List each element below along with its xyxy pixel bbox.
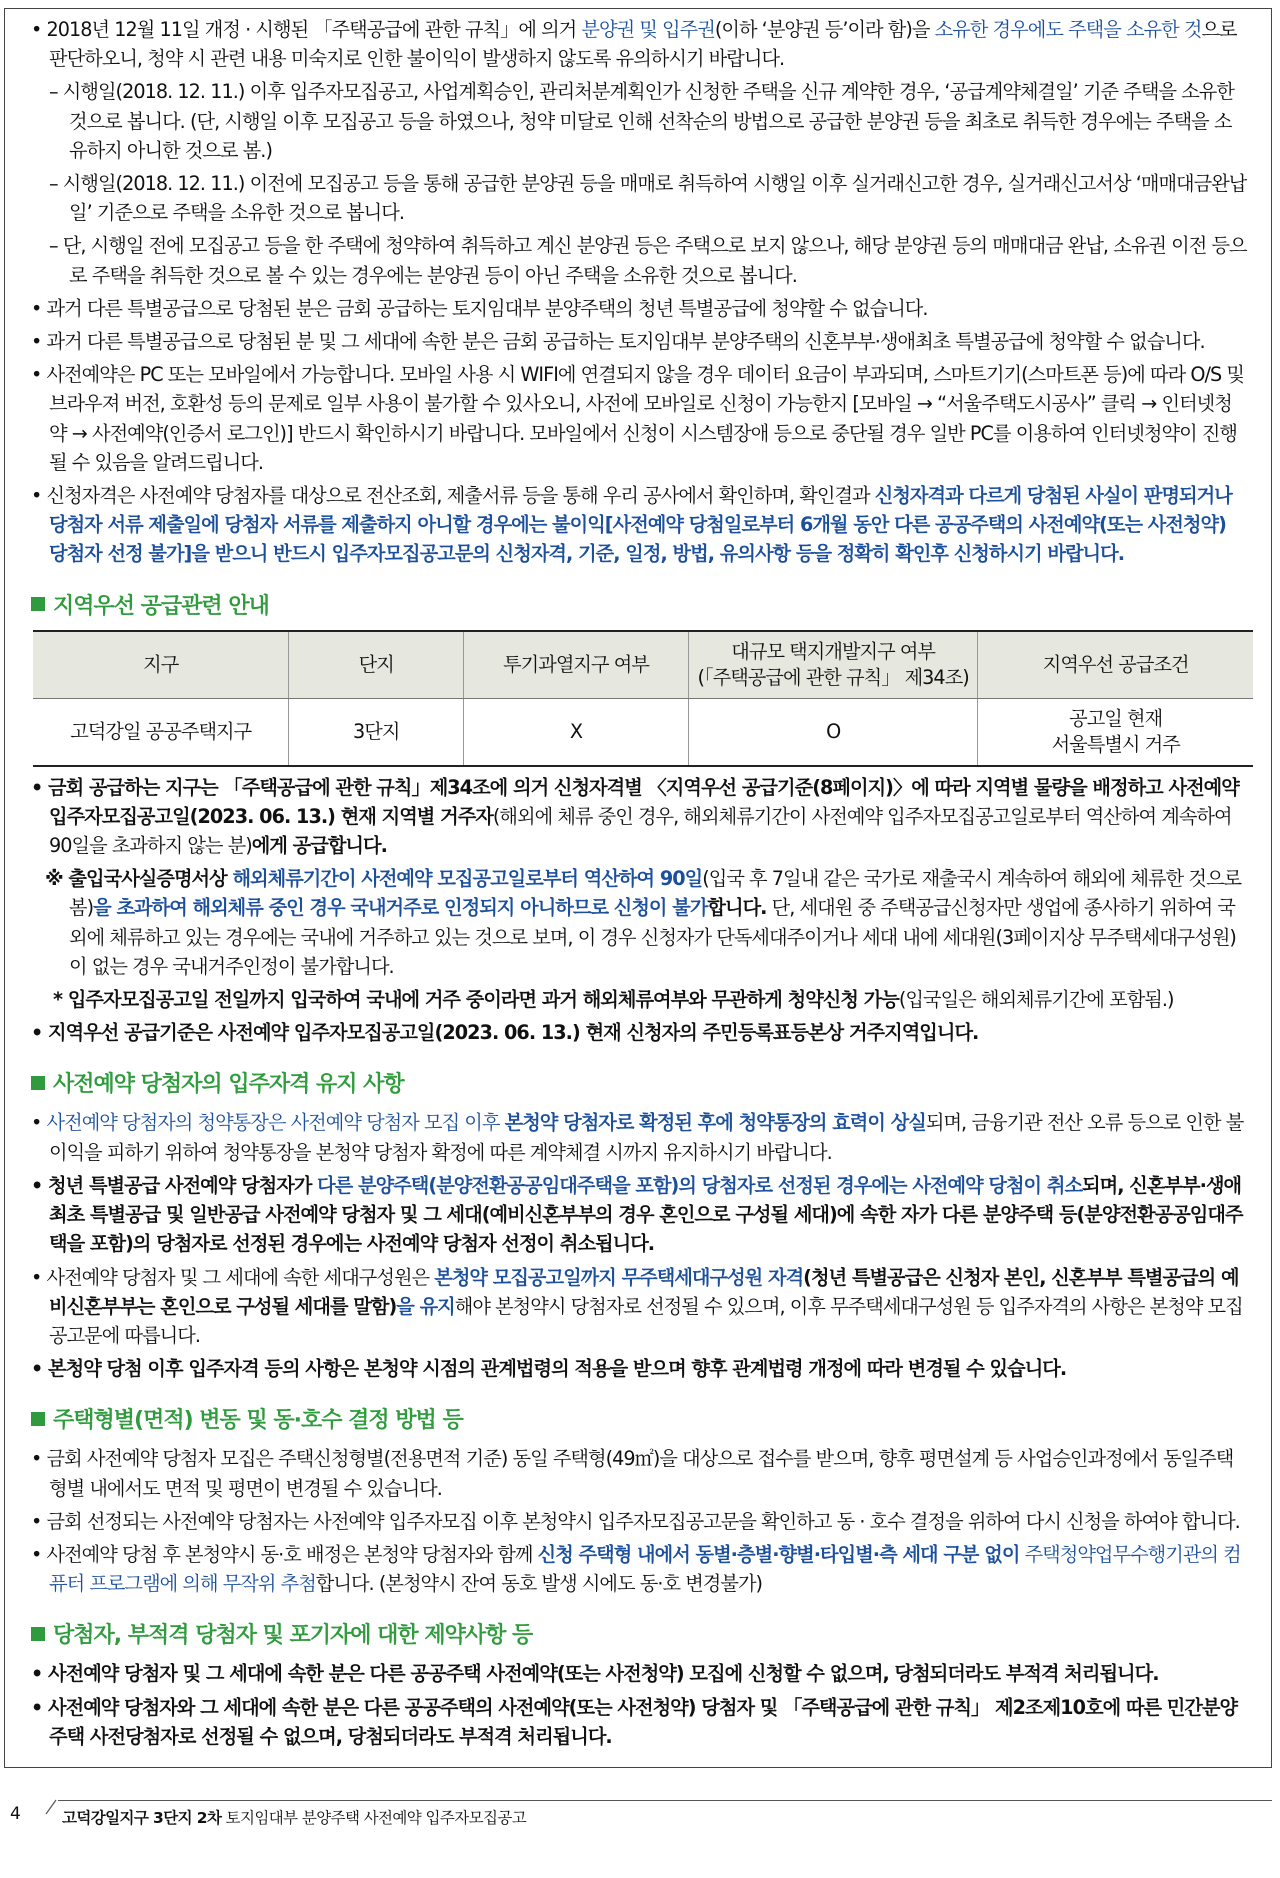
bullet-regional-criteria: • 지역우선 공급기준은 사전예약 입주자모집공고일(2023. 06. 13.) 현재 신청자의 주민등록표등본상 거주지역입니다. [31, 1021, 979, 1045]
table-row [33, 698, 1253, 766]
bullet-mobile-notice: • 사전예약은 PC 또는 모바일에서 가능합니다. 모바일 사용 시 WIFI에 연결되지 않을 경우 데이터 요금이 부과되며, 스마트기기(스마트폰 등)에 따라 O/S 및 브라우져 버전, 호환성 등의 문제로 일부 사용이 불가할 수 있사오니, 사전에 모바일로 신청이 가능한지 [모바일 → “서울주택도시공사” 클릭 → 인터넷청약 → 사전예약(인증서 로그인)] 반드시 확인하시기 바랍니다. 모바일에서 신청이 시스템장애 등으로 중단될 경우 일반 PC를 이용하여 인터넷청약이 진행될 수 있음을 알려드립니다. [31, 363, 1244, 474]
table-header-cell: 대규모 택지개발지구 여부 (「주택공급에 관한 규칙」 제34조) [688, 631, 977, 699]
footer-divider [58, 1800, 1272, 1801]
asterisk-note: * 입주자모집공고일 전일까지 입국하여 국내에 거주 중이라면 과거 해외체류여부와 무관하게 청약신청 가능(입국일은 해외체류기간에 포함됨.) [53, 988, 1174, 1012]
restriction-notes [31, 1659, 1247, 1751]
bullet-eligibility-check: • 신청자격은 사전예약 당첨자를 대상으로 전산조회, 제출서류 등을 통해 우리 공사에서 확인하며, 확인결과 신청자격과 다르게 당첨된 사실이 판명되거나 당첨자 서류 제출일에 당첨자 서류를 제출하지 아니할 경우에는 불이익[사전예약 당첨일로부터 6개월 동안 다른 공공주택의 사전예약(또는 사전청약) 당첨자 선정 불가]을 받으니 반드시 입주자모집공고문의 신청자격, 기준, 일정, 방법, 유의사항 등을 정확히 확인후 신청하시기 바랍니다. [31, 484, 1232, 566]
section-heading-eligibility: 사전예약 당첨자의 입주자격 유지 사항 [31, 1067, 1247, 1098]
table-header-cell: 투기과열지구 여부 [464, 631, 689, 699]
section-heading-restrictions: 당첨자, 부적격 당첨자 및 포기자에 대한 제약사항 등 [31, 1618, 1247, 1649]
bullet-cancellation: • 청년 특별공급 사전예약 당첨자가 다른 분양주택(분양전환공공임대주택을 포함)의 당첨자로 선정된 경우에는 사전예약 당첨이 취소되며, 신혼부부·생애최초 특별공급 및 일반공급 사전예약 당첨자 및 그 세대(예비신혼부부의 경우 혼인으로 구성될 세대)에 속한 자가 다른 분양주택 등(분양전환공공임대주택을 포함)의 당첨자로 선정된 경우에는 사전예약 당첨자 선정이 취소됩니다. [31, 1173, 1243, 1256]
section-heading-unit-type: 주택형별(면적) 변동 및 동·호수 결정 방법 등 [31, 1403, 1247, 1434]
table-header-row [33, 631, 1253, 699]
dash-item-3: – 단, 시행일 전에 모집공고 등을 한 주택에 청약하여 취득하고 계신 분양권 등은 주택으로 보지 않으나, 해당 분양권 등의 매매대금 완납, 소유권 이전 등으로 주택을 취득한 것으로 볼 수 있는 경우에는 분양권 등이 아닌 주택을 소유한 것으로 봅니다. [49, 234, 1247, 287]
section-heading-regional: 지역우선 공급관련 안내 [31, 589, 1247, 620]
section-square-icon [31, 1627, 45, 1641]
bullet-maintain-status: • 사전예약 당첨자 및 그 세대에 속한 세대구성원은 본청약 모집공고일까지 무주택세대구성원 자격(청년 특별공급은 신청자 본인, 신혼부부 특별공급의 예비신혼부부는 혼인으로 구성될 세대를 말함)을 유지해야 본청약시 당첨자로 선정될 수 있으며, 이후 무주택세대구성원 등 입주자격의 사항은 본청약 모집공고문에 따릅니다. [31, 1265, 1243, 1347]
bullet-reapply: • 금회 선정되는 사전예약 당첨자는 사전예약 입주자모집 이후 본청약시 입주자모집공고문을 확인하고 동 · 호수 결정을 위하여 다시 신청을 하여야 합니다. [31, 1509, 1240, 1533]
bullet-private-preorder: • 사전예약 당첨자와 그 세대에 속한 분은 다른 공공주택의 사전예약(또는 사전청약) 당첨자 및 「주택공급에 관한 규칙」 제2조제10호에 따른 민간분양주택 사전당첨자로 선정될 수 없으며, 당첨되더라도 부적격 처리됩니다. [31, 1695, 1238, 1748]
table-cell: 공고일 현재 서울특별시 거주 [978, 698, 1253, 766]
table-cell: 3단지 [289, 698, 464, 766]
bullet-other-preorder: • 사전예약 당첨자 및 그 세대에 속한 분은 다른 공공주택 사전예약(또는 사전청약) 모집에 신청할 수 없으며, 당첨되더라도 부적격 처리됩니다. [31, 1662, 1159, 1686]
bullet-random-assignment: • 사전예약 당첨 후 본청약시 동·호 배정은 본청약 당첨자와 함께 신청 주택형 내에서 동별·층별·향별·타입별·측 세대 구분 없이 주택청약업무수행기관의 컴퓨터 프로그램에 의해 무작위 추첨합니다. (본청약시 잔여 동호 발생 시에도 동·호 변경불가) [31, 1542, 1241, 1596]
bullet-savings-account: • 사전예약 당첨자의 청약통장은 사전예약 당첨자 모집 이후 본청약 당첨자로 확정된 후에 청약통장의 효력이 상실되며, 금융기관 전산 오류 등으로 인한 불이익을 피하기 위하여 청약통장을 본청약 당첨자 확정에 따른 계약체결 시까지 유지하시기 바랍니다. [31, 1111, 1244, 1164]
table-header-cell: 지구 [33, 631, 289, 699]
dash-item-2: – 시행일(2018. 12. 11.) 이전에 모집공고 등을 통해 공급한 분양권 등을 매매로 취득하여 시행일 이후 실거래신고한 경우, 실거래신고서상 ‘매매대금완납일’ 기준으로 주택을 소유한 것으로 봅니다. [49, 172, 1247, 225]
note-overseas-stay: ※ 출입국사실증명서상 해외체류기간이 사전예약 모집공고일로부터 역산하여 90일(입국 후 7일내 같은 국가로 재출국시 계속하여 해외에 체류한 것으로 봄)을 초과하여 해외체류 중인 경우 국내거주로 인정되지 아니하므로 신청이 불가합니다. 단, 세대원 중 주택공급신청자만 생업에 종사하기 위하여 국외에 체류하고 있는 경우에는 국내에 거주하고 있는 것으로 보며, 이 경우 신청자가 단독세대주이거나 세대 내에 세대원(3페이지상 무주택세대구성원)이 없는 경우 국내거주인정이 불가합니다. [45, 867, 1242, 978]
eligibility-notes [31, 1108, 1247, 1383]
page-footer [0, 1796, 1280, 1836]
table-header-cell: 단지 [289, 631, 464, 699]
bullet-youth-restriction: • 과거 다른 특별공급으로 당첨된 분은 금회 공급하는 토지임대부 분양주택의 청년 특별공급에 청약할 수 없습니다. [31, 296, 928, 320]
section-square-icon [31, 597, 45, 611]
table-cell: X [464, 698, 689, 766]
bullet-ownership: • 2018년 12월 11일 개정 · 시행된 「주택공급에 관한 규칙」에 의거 분양권 및 입주권(이하 ‘분양권 등’이라 함)을 소유한 경우에도 주택을 소유한 것으로 판단하오니, 청약 시 관련 내용 미숙지로 인한 불이익이 발생하지 않도록 유의하시기 바랍니다. [31, 18, 1237, 71]
table-header-cell: 지역우선 공급조건 [978, 631, 1253, 699]
regional-priority-table [33, 630, 1253, 767]
table-cell: O [688, 698, 977, 766]
bullet-regional-supply: • 금회 공급하는 지구는 「주택공급에 관한 규칙」제34조에 의거 신청자격별 〈지역우선 공급기준(8페이지)〉에 따라 지역별 물량을 배정하고 사전예약 입주자모집공고일(2023. 06. 13.) 현재 지역별 거주자(해외에 체류 중인 경우, 해외체류기간이 사전예약 입주자모집공고일로부터 역산하여 계속하여 90일을 초과하지 않는 분)에게 공급합니다. [31, 775, 1239, 858]
document-frame [4, 8, 1272, 1768]
section-square-icon [31, 1412, 45, 1426]
bullet-law-change: • 본청약 당첨 이후 입주자격 등의 사항은 본청약 시점의 관계법령의 적용을 받으며 향후 관계법령 개정에 따라 변경될 수 있습니다. [31, 1357, 1067, 1381]
footer-title: 고덕강일지구 3단지 2차 토지임대부 분양주택 사전예약 입주자모집공고 [62, 1809, 527, 1827]
bullet-newlywed-restriction: • 과거 다른 특별공급으로 당첨된 분 및 그 세대에 속한 분은 금회 공급하는 토지임대부 분양주택의 신혼부부·생애최초 특별공급에 청약할 수 없습니다. [31, 330, 1205, 354]
section-square-icon [31, 1076, 45, 1090]
page-number: 4 [10, 1804, 21, 1824]
table-cell: 고덕강일 공공주택지구 [33, 698, 289, 766]
regional-notes [31, 773, 1247, 1048]
dash-item-1: – 시행일(2018. 12. 11.) 이후 입주자모집공고, 사업계획승인, 관리처분계획인가 신청한 주택을 신규 계약한 경우, ‘공급계약체결일’ 기준 주택을 소유한 것으로 봅니다. (단, 시행일 이후 모집공고 등을 하였으나, 청약 미달로 인해 선착순의 방법으로 공급한 분양권 등을 최초로 취득한 경우에는 주택을 소유하지 아니한 것으로 봄.) [49, 80, 1234, 162]
intro-block [31, 15, 1247, 569]
bullet-area-change: • 금회 사전예약 당첨자 모집은 주택신청형별(전용면적 기준) 동일 주택형(49㎡)을 대상으로 접수를 받으며, 향후 평면설계 등 사업승인과정에서 동일주택형별 내에서도 면적 및 평면이 변경될 수 있습니다. [31, 1447, 1234, 1500]
unit-type-notes [31, 1444, 1247, 1598]
